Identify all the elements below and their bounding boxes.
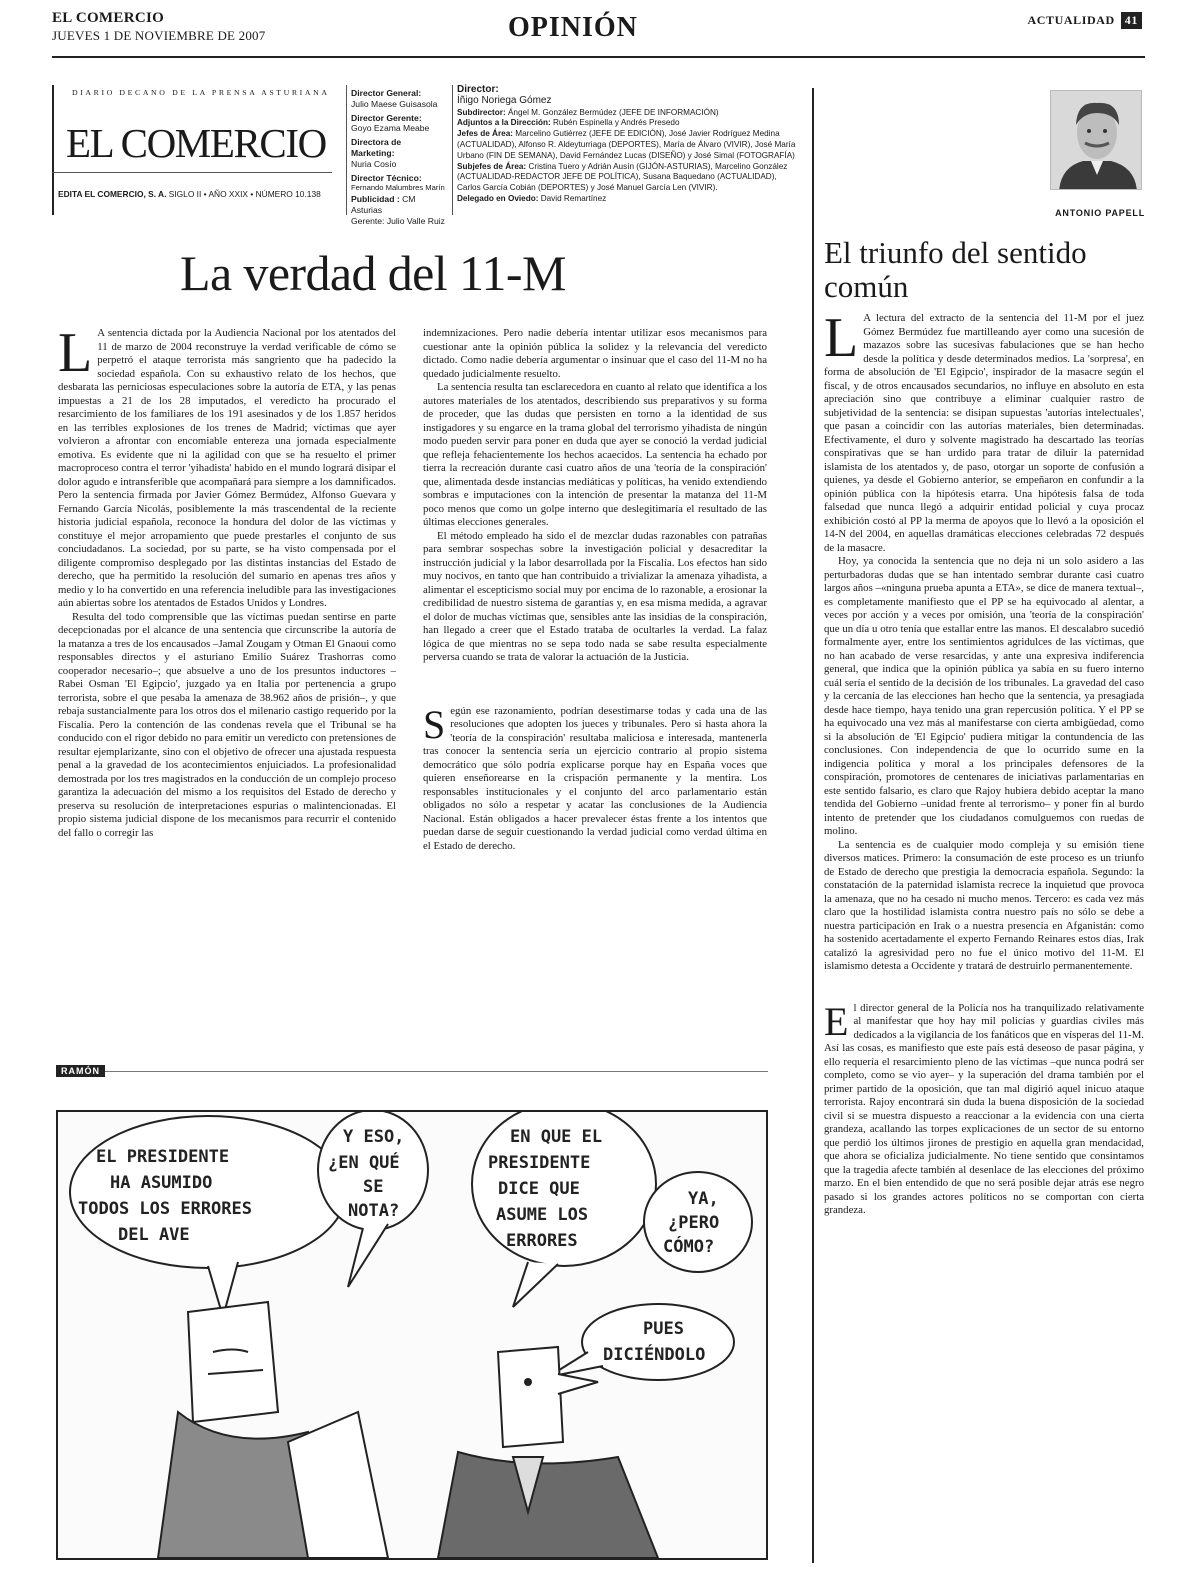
cartoon-character-left [158, 1302, 388, 1558]
staff-name: Julio Maese Guisasola [351, 98, 438, 109]
masthead-publisher [58, 189, 321, 199]
bubble-1-line-2: HA ASUMIDO [110, 1173, 213, 1193]
editorial-paragraph: La sentencia resulta tan esclarecedora en cuanto al relato que identifica a los autores materiales de los atentados, describiendo sus preparativos y su forma de proceder, que las dudas que persisten en torno a la identidad de sus instigadores y su engarce en la trama global del terrorismo yihadista de ningún modo pueden servir para poner en duda que ayer se conoció la verdad judicial que refleja fehacientemente los hechos acaecidos. La sentencia ha echado por tierra la recreación durante casi cuatro años de una 'teoría de la conspiración' que, alimentada desde instancias mediáticas y políticas, ha venido extendiendo sombras e imputaciones con la intención de presentar la matanza del 11-M poco menos que como un golpe interno que deslegitimaría el resultado de las últimas elecciones generales. [423, 381, 767, 528]
staff-name: Fernando Malumbres Marín [351, 183, 445, 193]
paragraph-text: l director general de la Policía nos ha tranquilizado relativamente al manifestar que hoy hay mil policías y guardias civiles más dedicados a la vigilancia de los fanáticos que en vísperas del 11-M. Así las cosas, es manifiesto que este país está deseoso de pasar página, y ello requería el resarcimiento pleno de las víctimas –que nunca podrá ser completo, como se vio ayer– y la superación del drama también por el primer partido de la oposición, que tan mal digirió aquel inicuo ataque terrorista. Rajoy encontrará sin duda la buena disposición de la sociedad civil si se muestra dispuesto a reaccionar a la evidencia con una cierta grandeza, acallando las torpes explicaciones de un sector de su entorno que perdió los últimos jirones de prestigio en aquella gran mendacidad, que ahora se oficializa judicialmente. No tiene sentido que consintamos que la tragedia afecte también al desenlace de las elecciones del próximo marzo. En el bien entendido de que no será posible dejar atrás ese negro pasado si los grandes actores políticos no se comportan con cierta grandeza. [824, 1001, 1144, 1216]
column-divider [812, 88, 814, 1563]
bubble-2-line-1: Y ESO, [343, 1127, 405, 1147]
staff-role: Director Técnico: [351, 172, 422, 183]
bubble-2-line-3: SE [363, 1177, 384, 1197]
staff-role: Director Gerente: [351, 112, 422, 123]
bubble-1-line-4: DEL AVE [118, 1225, 190, 1245]
masthead-logo-rule [52, 172, 332, 173]
editorial-column-1 [58, 322, 396, 840]
bubble-1-line-3: TODOS LOS ERRORES [78, 1199, 252, 1219]
staff-role: Delegado en Oviedo: [457, 193, 539, 203]
editorial-column-2 [423, 327, 767, 853]
issue-number: SIGLO II • AÑO XXIX • NÚMERO 10.138 [168, 189, 321, 199]
bubble-3-line-1: EN QUE EL [510, 1127, 603, 1147]
bubble-3-line-2: PRESIDENTE [488, 1153, 591, 1173]
page-section [1027, 12, 1142, 29]
bubble-2-line-4: NOTA? [348, 1201, 400, 1221]
staff-role: Directora de Marketing: [351, 137, 402, 158]
editorial-paragraph: indemnizaciones. Pero nadie debería intentar utilizar esos mecanismos para cuestionar ante la opinión pública la solidez y la relevancia del veredicto dictado. Como nadie debería argumentar o insinuar que el caso del 11-M no ha quedado judicialmente resuelto. [423, 327, 767, 380]
bubble-2-line-2: ¿EN QUÉ [328, 1153, 400, 1173]
author-portrait-icon [1051, 91, 1142, 190]
editorial-paragraph: Resulta del todo comprensible que las víctimas puedan sentirse en parte decepcionadas por el alcance de una sentencia que circunscribe la autoría de la matanza a tres de los encausados –Jamal Zougam y Otman El Gnaoui como responsables directos y el asturiano Emilio Suárez Trashorras como cooperador necesario–; que absuelve a uno de los presuntos inductores –Rabei Osman 'El Egipcio', juzgado ya en Italia por pertenencia a grupo terrorista, sobre el que pesaba la amenaza de 38.962 años de prisión–, y que rebaja sustancialmente para los otros dos el milenario castigo requerido por la Fiscalía. Pero la contención de las condenas revela que el Tribunal se ha conducido con el rigor debido no para emitir un veredicto con pretensiones de resultar ejemplarizante, sino con el objetivo de ofrecer una ajustada respuesta penal a la gravedad de los acontecimientos enjuiciados. La profesionalidad demostrada por los tres magistrados en la conducción de un complejo proceso garantiza la adecuación del mismo a los requisitos del Estado de derecho y preserva su resolución de interpretaciones espurias o malintencionadas. El propio sistema judicial dispone de los mecanismos para recurrir el contenido del fallo o corregir las [58, 610, 396, 839]
opinion-paragraph [824, 998, 1144, 1218]
masthead [52, 85, 340, 215]
author-photo [1050, 90, 1142, 190]
drop-cap: L [824, 307, 859, 369]
publication-date: JUEVES 1 DE NOVIEMBRE DE 2007 [52, 28, 266, 43]
opinion-paragraph [824, 307, 1144, 555]
staff-role: Subdirector: [457, 107, 506, 117]
cartoon-credit: RAMÓN [56, 1065, 105, 1077]
bubble-3-line-4: ASUME LOS [496, 1205, 589, 1225]
staff-name: Rubén Espinella y Andrés Presedo [553, 118, 680, 128]
staff-name: David Remartínez [540, 193, 607, 203]
section-title: OPINIÓN [508, 12, 638, 43]
editorial-paragraph [423, 701, 767, 854]
page-number: 41 [1121, 12, 1142, 29]
staff-role: Adjuntos a la Dirección: [457, 118, 551, 128]
paragraph-text: A lectura del extracto de la sentencia del 11-M por el juez Gómez Bermúdez fue martilleando ayer como una sucesión de mazazos sobre las sucesivas fabulaciones que se han hecho desde la política y desde determinados medios. La 'sorpresa', en forma de absolución de 'El Egipcio', inspirador de la masacre según el fiscal, y de otros encausados secundarios, no influye en absoluto en esta apreciación sino que contribuye a eliminar cualquier rastro de subjetividad de la sentencia: se disipan supuestas 'autorías intelectuales', que pasan a coincidir con las autorías materiales, bien determinadas. Efectivamente, el duro y solvente magistrado ha descartado las teorías conspirativas que se han urdido para tratar de diluir la paternidad islamista de los atentados y, de paso, otorgar un soporte de confusión a quienes, ya desde el Gobierno anterior, se empeñaron en confundir a la opinión pública con la hipótesis etarra. Una hipótesis falsa de toda falsedad que nunca llegó a adquirir entidad policial y cuya procaz exhibición costó al PP la merma de apoyos que lo llevó a la oposición el 14-N del 2004, en aquellas dramáticas elecciones celebradas 72 después de la masacre. [824, 312, 1144, 554]
staff-name: Marcelino Gutiérrez (JEFE DE EDICIÓN), José Javier Rodríguez Medina (ACTUALIDAD), Alfonso R. Aldeyturriaga (DEPORTES), María de Álvaro (VIVIR), José María Urbano (FIN DE SEMANA), David Fernández Lucas (DISEÑO) y José Simal (FOTOGRAFÍA) [457, 129, 796, 160]
masthead-tagline: DIARIO DECANO DE LA PRENSA ASTURIANA [72, 88, 330, 97]
staff-role: Jefes de Área: [457, 129, 513, 139]
editorial-headline: La verdad del 11-M [180, 245, 566, 301]
bubble-5-line-1: PUES [643, 1319, 684, 1339]
bubble-4-line-3: CÓMO? [663, 1237, 715, 1257]
bubble-4-line-2: ¿PERO [668, 1213, 720, 1233]
column-author: ANTONIO PAPELL [1055, 208, 1145, 218]
bubble-3-line-5: ERRORES [506, 1231, 578, 1251]
page-section-label: ACTUALIDAD [1027, 13, 1115, 27]
newspaper-name: EL COMERCIO [52, 10, 165, 26]
masthead-logo: EL COMERCIO [66, 120, 326, 166]
staff-name: Goyo Ezama Meabe [351, 123, 430, 134]
bubble-4-line-1: YA, [688, 1189, 719, 1209]
bubble-5-line-2: DICIÉNDOLO [603, 1345, 706, 1365]
staff-role: Publicidad : [351, 194, 400, 205]
opinion-paragraph: Hoy, ya conocida la sentencia que no deja ni un solo asidero a las perturbadoras dudas que se han intentado sembrar durante casi cuatro largos años –«ninguna prueba apunta a ETA», se dice de manera textual–, es completamente manifiesto que el PP se ha equivocado al alentar, a veces por acción y a veces por omisión, una 'teoría de la conspiración' que un día u otro tenía que estallar entre las manos. El descalabro sucedió formalmente ayer, entre los sentimientos agridulces de las víctimas, que no han acabado de verse resarcidas, y ante una expresiva indiferencia general, que indica que la opinión pública ya sabía en su fuero interno cuál sería el sentido de la decisión de los tribunales. La gravedad del caso y la cercanía de las elecciones han hecho que la sentencia, ya presagiada desde hace tiempo, haya tenido una gran repercusión política. Y el PP se ha equivocado una vez más al manifestarse con cierta ambigüedad, como si la absolución de 'El Egipcio' pudiera mitigar la contundencia de las conclusiones. Con independencia de que lo ocurrido sume en la indigencia política y moral a los principales defensores de la conspiración, promotores de centenares de iniciativas parlamentarias en este sentido falsario, es claro que Rajoy hubiera debido aceptar la mano tendida del Gobierno –unidad frente al terrorismo– y poner fin al burdo intento de pretender que los ciudadanos comulguemos con ruedas de molino. [824, 555, 1144, 837]
staff-role: Director: [457, 84, 499, 95]
staff-list-newsroom [452, 85, 802, 215]
editorial-paragraph [58, 322, 396, 611]
staff-name: Gerente: Julio Valle Ruiz [351, 215, 445, 226]
staff-name: Ángel M. González Bermúdez (JEFE DE INFORMACIÓN) [507, 107, 719, 117]
bubble-1-line-1: EL PRESIDENTE [96, 1147, 230, 1167]
staff-role: Director General: [351, 88, 422, 98]
staff-name: Nuria Cosío [351, 158, 397, 169]
cartoon-rule [56, 1071, 768, 1072]
opinion-paragraph: La sentencia es de cualquier modo compleja y su emisión tiene diversos matices. Primero: la consumación de este proceso es un triunfo de Estado de derecho que prestigia la democracia española. Segundo: la constatación de la paternidad islamista recrece la inquietud que provoca la amenaza, que no ha cesado ni mucho menos. Tercero: es cada vez más claro que la hostilidad islamista contra nuestro país no sólo se debe a nuestra participación en Irak o a nuestra presencia en Afganistán: como ha sostenido acertadamente el experto Fernando Reinares estos días, Irak catalizó la agresividad pero no fue el único motivo del 11-M. El islamismo detesta a Occidente y tratará de destruirlo permanentemente. [824, 838, 1144, 972]
editorial-paragraph: El método empleado ha sido el de mezclar dudas razonables con patrañas para sembrar sospechas sobre la investigación policial y desacreditar la instrucción judicial y la labor desarrollada por la Fiscalía. Los efectos han sido muy nocivos, en tanto que han contribuido a trivializar la amenaza yihadista, a alimentar el escepticismo social muy por encima de lo razonable, a erosionar la credibilidad de nuestro sistema de garantías y, en esa misma medida, a agravar el dolor de muchas víctimas que, sensibles ante las insidias de la conspiración, han llegado a creer que el Estado trataba de ocultarles la verdad. La falaz lógica de que mientras no se sepa todo nada se sabe resulta especialmente perversa cuando se trata de valorar la actuación de la Justicia. [423, 529, 767, 663]
staff-list-management [346, 85, 446, 226]
speech-bubble-5 [582, 1304, 734, 1380]
staff-role: Subjefes de Área: [457, 161, 527, 171]
masthead-rule [52, 85, 54, 215]
publisher-name: EDITA EL COMERCIO, S. A. [58, 189, 167, 199]
cartoon-character-right [438, 1347, 658, 1558]
bubble-3-line-3: DICE QUE [498, 1179, 580, 1199]
drop-cap: L [58, 322, 93, 384]
opinion-column [824, 307, 1144, 1218]
drop-cap: S [423, 701, 446, 747]
drop-cap: E [824, 998, 849, 1044]
staff-name: Cristina Tuero y Adrián Ausín (GIJÓN-ASTURIAS), Marcelino González (ACTUALIDAD-REDACTOR JEFE DE POLÍTICA), Susana Baquedano (ACTUALIDAD), Carlos García Cobián (DEPORTES) y José Manuel García Len (VIVIR). [457, 161, 788, 193]
staff-name: CM Asturias [351, 194, 416, 215]
cartoon-drawing [58, 1112, 766, 1558]
paragraph-text: A sentencia dictada por la Audiencia Nacional por los atentados del 11 de marzo de 2004 reconstruye la verdad verificable de cómo se perpetró el ataque terrorista más sangriento que ha padecido la sociedad española. Con su exhaustivo relato de los hechos, que desbarata las perniciosas especulaciones sobre la autoría de ETA, y las penas impuestas a 21 de los 28 imputados, el veredicto ha procurado el resarcimiento de los familiares de los 191 asesinados y de los 1.857 heridos en las terribles explosiones de los trenes de Madrid; víctimas que ayer volvieron a afrontar con encomiable entereza una jornada especialmente emotiva. Es evidente que ni la agilidad con que se ha resuelto el primer macroproceso contra el terror 'yihadista' habido en el mundo logrará disipar el dolor agudo e intransferible que acompañará para siempre a los damnificados. Pero la sentencia firmada por Javier Gómez Bermúdez, Alfonso Guevara y Fernando García Nicolás, posiblemente la más trascendental de la reciente historia judicial española, reconoce la hondura del dolor de las víctimas y constituye el mejor arropamiento que puede prestarles el conjunto de sus conciudadanos. La sociedad, por su parte, se ha visto compensada por el diligente compromiso desplegado por las distintas instancias del Estado de derecho, que ha permitido la resolución del sumario en apenas tres años y medio y lo ha convertido en una referencia ineludible para las investigaciones aún abiertas sobre los atentados de Estados Unidos y Londres. [58, 327, 396, 609]
header-rule [52, 56, 1145, 58]
cartoon [56, 1110, 768, 1560]
paragraph-text: egún ese razonamiento, podrían desestimarse todas y cada una de las resoluciones que adopten los jueces y tribunales. Pero si hasta ahora la 'teoría de la conspiración' resultaba maliciosa e interesada, mantenerla tras conocer la sentencia sería un ejercicio contrario al propio sistema democrático que sólo podría explicarse porque hay en España voces que quieren enseñorearse en la crispación permanente y la mentira. Los responsables institucionales y el conjunto del arco parlamentario están obligados no sólo a respetar y acatar las conclusiones de la Audiencia Nacional. Están obligados a hacer prevalecer éstas frente a los intentos que puedan darse de seguir cuestionando la verdad judicial como verdad última en el Estado de derecho. [423, 704, 767, 852]
staff-name: Íñigo Noriega Gómez [457, 94, 552, 106]
column-headline: El triunfo del sentido común [824, 235, 1087, 304]
